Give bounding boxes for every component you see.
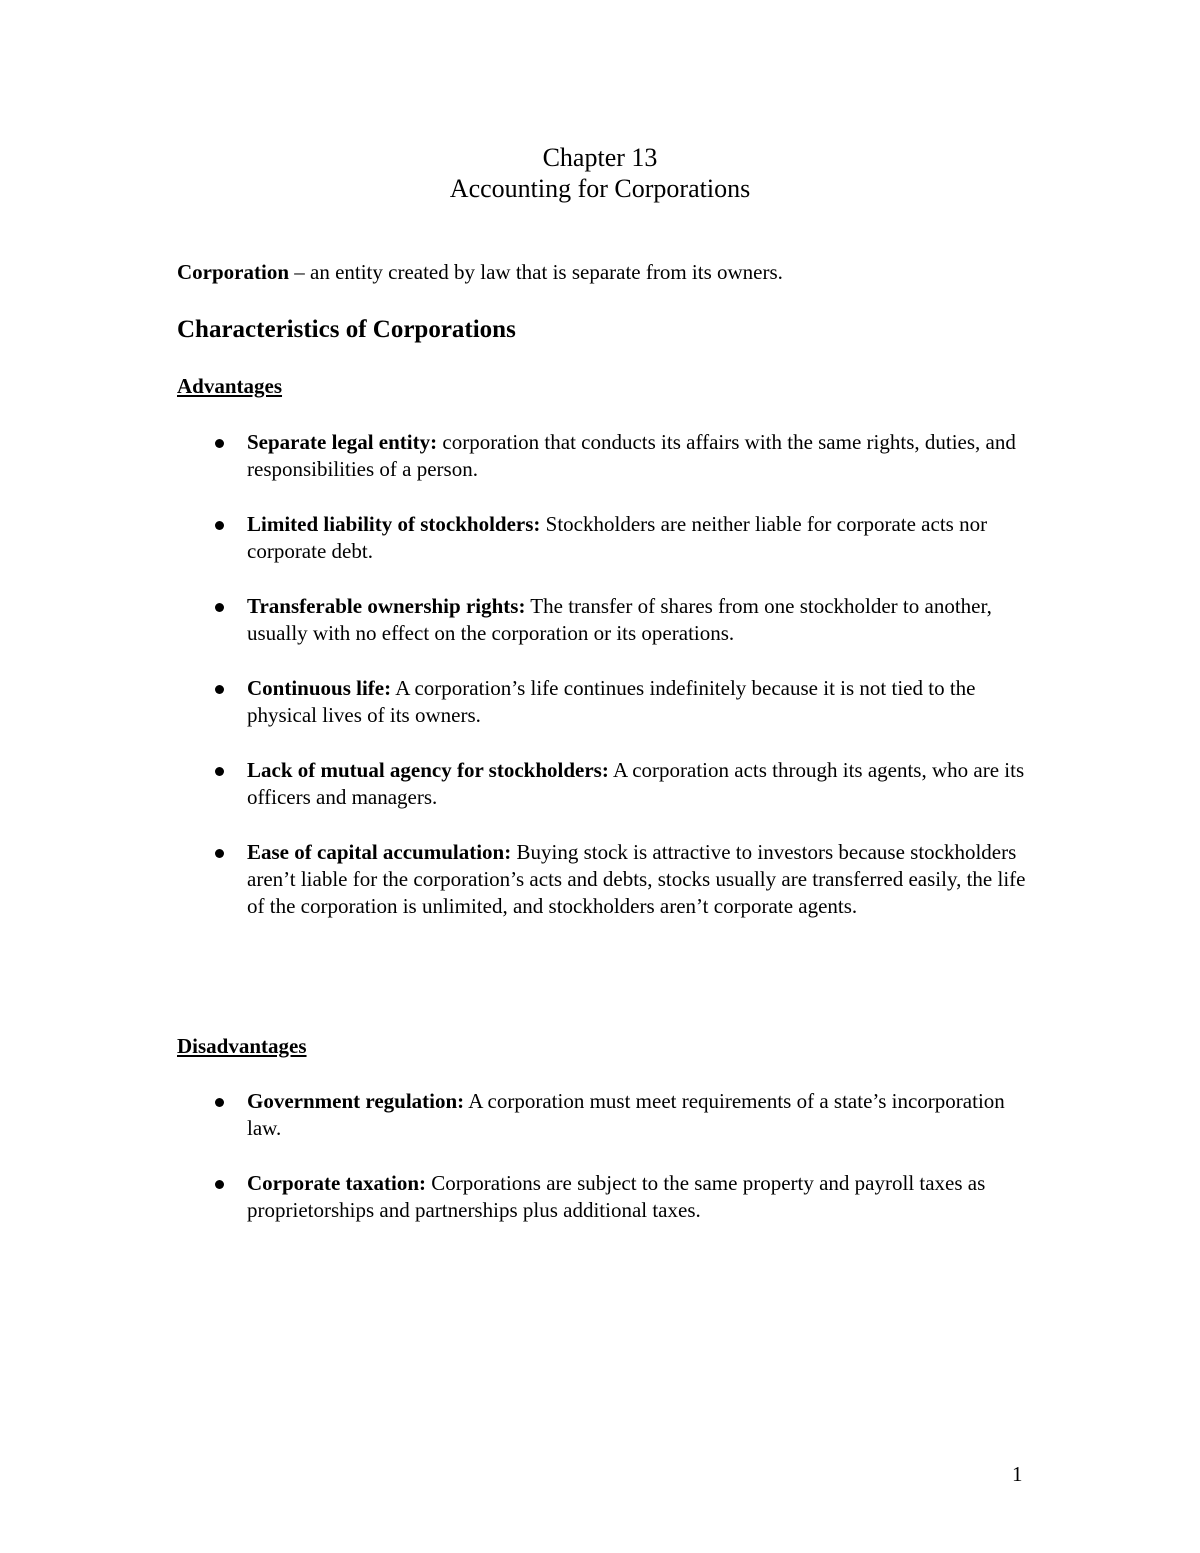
list-item [177, 1088, 1027, 1142]
list-item [177, 429, 1027, 483]
bullet-term: Limited liability of stockholders: [247, 512, 541, 536]
bullet-icon [215, 439, 224, 448]
list-item [177, 839, 1027, 920]
bullet-icon [215, 1180, 224, 1189]
bullet-text: Buying stock is attractive to investors because stockholders aren’t liable for the corporation’s acts and debts, stocks usually are transferred easily, the life of the corporation is unlimited, and stockholders aren’t corporate agents. [247, 840, 1026, 918]
bullet-text: Stockholders are neither liable for corporate acts nor corporate debt. [247, 512, 988, 563]
bullet-icon [215, 685, 224, 694]
corporation-definition [177, 258, 783, 286]
section-heading: Characteristics of Corporations [177, 316, 516, 343]
bullet-term: Separate legal entity: [247, 430, 438, 454]
bullet-icon [215, 521, 224, 530]
advantages-heading: Advantages [177, 374, 283, 398]
list-item [177, 757, 1027, 811]
list-item [177, 511, 1027, 565]
list-item [177, 675, 1027, 729]
bullet-term: Government regulation: [247, 1089, 465, 1113]
bullet-text: A corporation must meet requirements of a state’s incorporation law. [247, 1089, 1005, 1140]
bullet-icon [215, 603, 224, 612]
list-item [177, 593, 1027, 647]
disadvantages-list [177, 1088, 1027, 1224]
advantages-list [177, 429, 1027, 920]
chapter-subtitle: Accounting for Corporations [449, 174, 751, 203]
bullet-term: Transferable ownership rights: [247, 594, 526, 618]
bullet-icon [215, 849, 224, 858]
bullet-text: Corporations are subject to the same property and payroll taxes as proprietorships and partnerships plus additional taxes. [247, 1171, 986, 1222]
bullet-term: Continuous life: [247, 676, 392, 700]
bullet-text: corporation that conducts its affairs with the same rights, duties, and responsibilities of a person. [247, 430, 1016, 481]
bullet-term: Lack of mutual agency for stockholders: [247, 758, 609, 782]
bullet-term: Corporate taxation: [247, 1171, 427, 1195]
bullet-text: A corporation acts through its agents, who are its officers and managers. [247, 758, 1025, 809]
bullet-icon [215, 767, 224, 776]
bullet-text: A corporation’s life continues indefinitely because it is not tied to the physical lives of its owners. [247, 676, 976, 727]
list-item [177, 1170, 1027, 1224]
chapter-title: Chapter 13 [542, 143, 658, 172]
definition-term: Corporation [177, 260, 289, 284]
bullet-text: The transfer of shares from one stockholder to another, usually with no effect on the corporation or its operations. [247, 594, 992, 645]
page-number: 1 [1012, 1462, 1023, 1486]
disadvantages-heading: Disadvantages [177, 1034, 307, 1058]
bullet-term: Ease of capital accumulation: [247, 840, 512, 864]
bullet-icon [215, 1098, 224, 1107]
definition-text: – an entity created by law that is separate from its owners. [289, 260, 783, 284]
